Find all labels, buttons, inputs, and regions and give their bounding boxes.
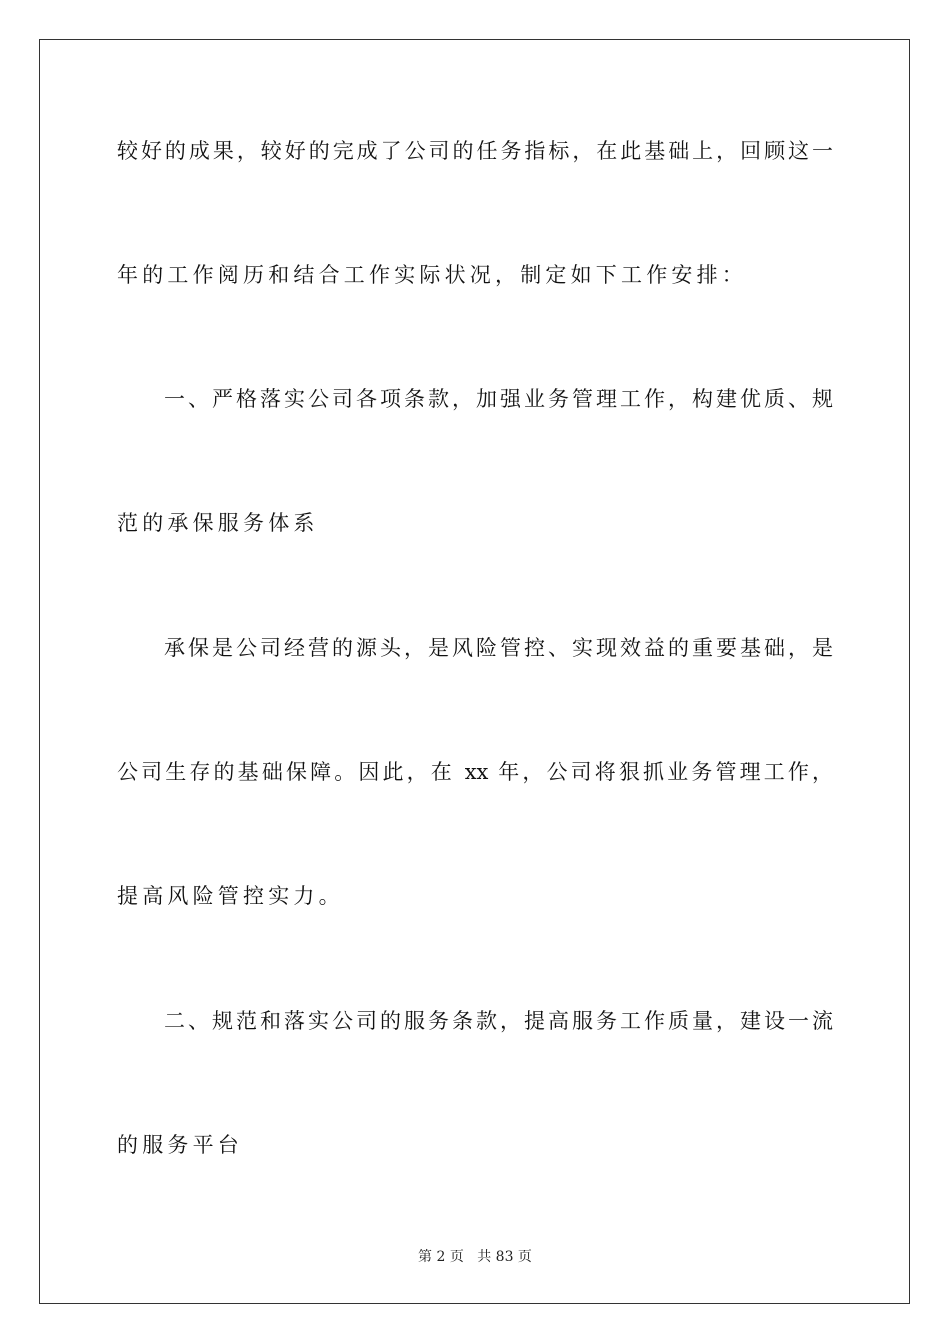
page-footer: [0, 1248, 950, 1266]
section-heading-1-line-1: 一、严格落实公司各项条款，加强业务管理工作，构建优质、规: [164, 387, 833, 411]
section-heading-2-line-2: 的服务平台: [117, 1133, 243, 1157]
page-border: [39, 39, 910, 1304]
page-number: 第 2 页: [418, 1249, 464, 1265]
body-text-line-2: 年的工作阅历和结合工作实际状况，制定如下工作安排：: [117, 263, 747, 287]
section-heading-2-line-1: 二、规范和落实公司的服务条款，提高服务工作质量，建设一流: [164, 1009, 833, 1033]
body-text-line-4: 公司生存的基础保障。因此，在 xx 年，公司将狠抓业务管理工作，: [117, 760, 833, 784]
section-heading-1-line-2: 范的承保服务体系: [117, 511, 319, 535]
body-text-line-1: 较好的成果，较好的完成了公司的任务指标，在此基础上，回顾这一: [117, 139, 833, 163]
body-text-line-5: 提高风险管控实力。: [117, 884, 344, 908]
page-total: 共 83 页: [477, 1249, 532, 1265]
body-text-line-3: 承保是公司经营的源头，是风险管控、实现效益的重要基础，是: [164, 636, 833, 660]
